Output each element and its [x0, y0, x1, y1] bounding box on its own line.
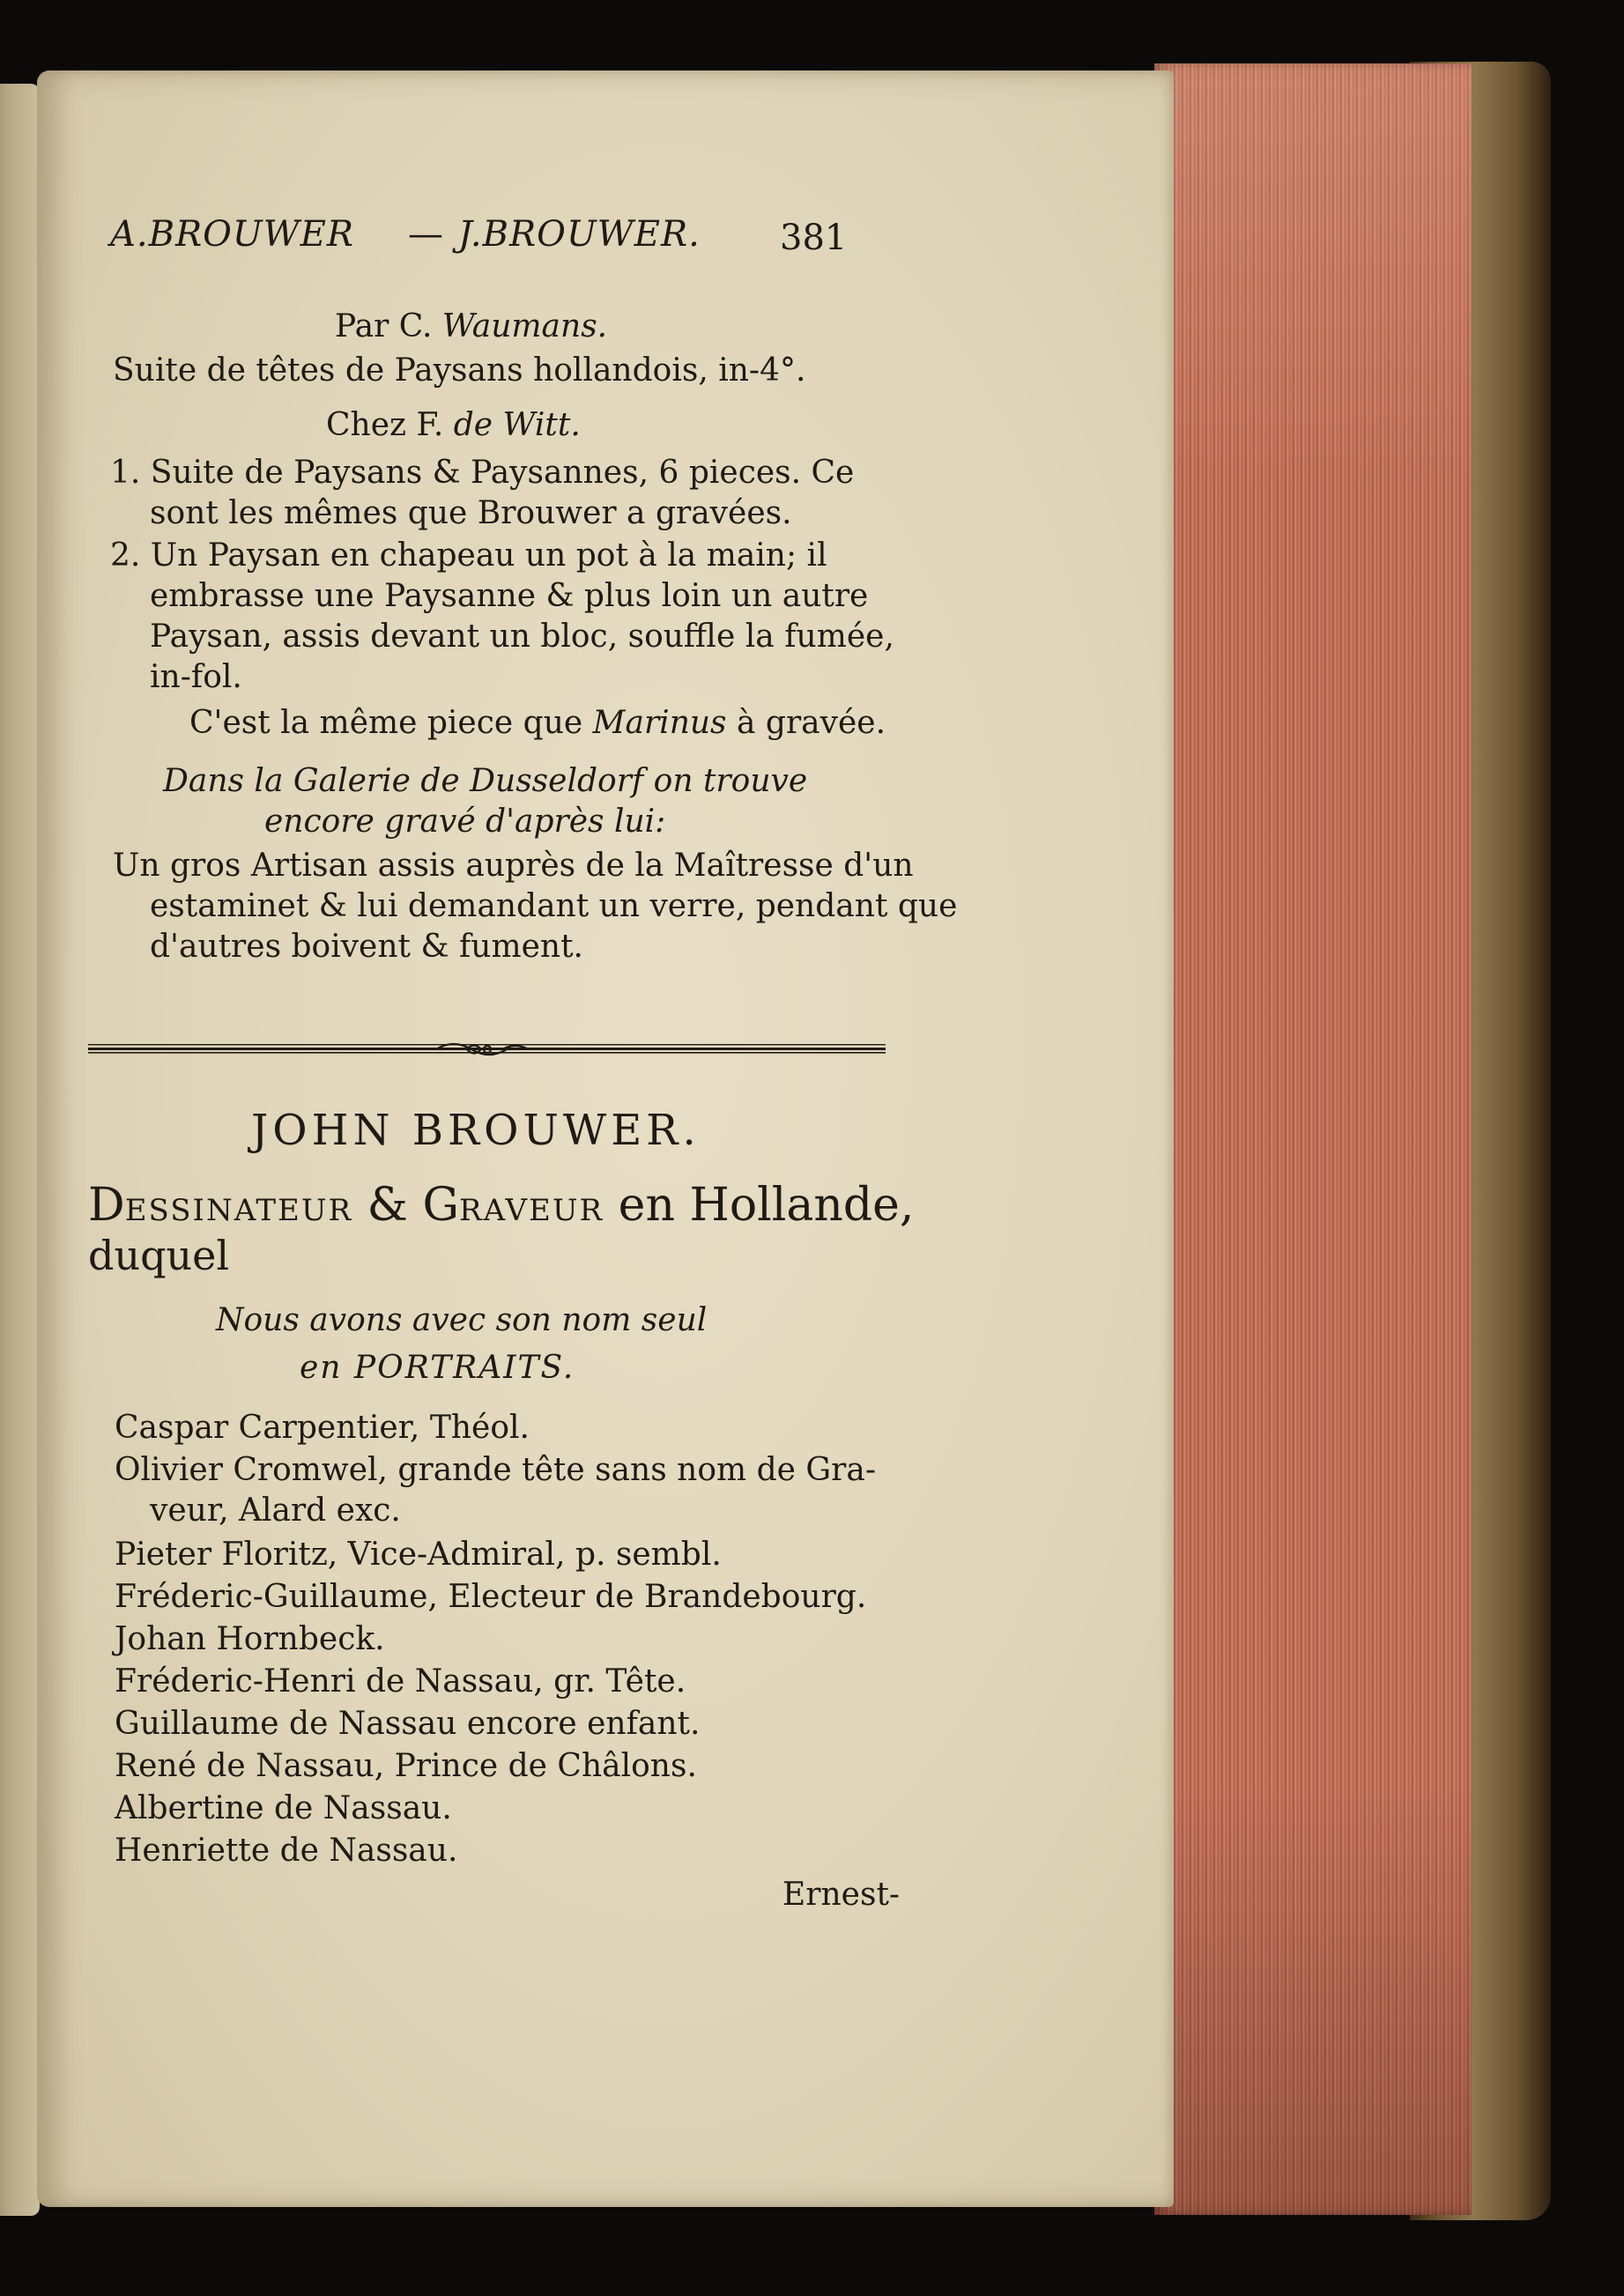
subhead-amp: &	[367, 1179, 408, 1232]
subhead-line2: duquel	[88, 1232, 230, 1279]
portrait-item: Guillaume de Nassau encore enfant.	[115, 1706, 701, 1742]
note-line	[189, 705, 886, 741]
subhead-tail: en Hollande,	[618, 1179, 915, 1232]
chez-name: de Witt.	[453, 407, 581, 443]
item1-line2: sont les mêmes que Brouwer a gravées.	[150, 495, 792, 531]
portrait-item: Fréderic-Henri de Nassau, gr. Tête.	[115, 1663, 686, 1700]
gallery-line2: encore gravé d'après lui:	[264, 804, 666, 840]
intro-line1: Nous avons avec son nom seul	[216, 1302, 708, 1338]
item2-line4: in-fol.	[150, 659, 242, 695]
portrait-item: Henriette de Nassau.	[115, 1833, 458, 1869]
subhead-cap-d: D	[88, 1179, 125, 1232]
portrait-item: René de Nassau, Prince de Châlons.	[115, 1748, 697, 1784]
page-block-edges	[1154, 63, 1472, 2215]
gallery-line1: Dans la Galerie de Dusseldorf on trouve	[163, 763, 808, 799]
item2-line1: 2. Un Paysan en chapeau un pot à la main; il	[110, 537, 827, 574]
par-prefix: Par C.	[335, 308, 433, 344]
portrait-item: Pieter Floritz, Vice-Admiral, p. sembl.	[115, 1537, 722, 1573]
portrait-item: Johan Hornbeck.	[115, 1621, 385, 1657]
running-head-left: A.BROUWER	[110, 214, 355, 255]
artisan-line1: Un gros Artisan assis auprès de la Maîtresse d'un	[113, 848, 914, 884]
item2-line2: embrasse une Paysanne & plus loin un autre	[150, 578, 869, 614]
running-head-right: J.BROUWER.	[458, 214, 701, 255]
par-line	[335, 308, 607, 344]
subhead-dessinateur: ESSINATEUR	[124, 1193, 353, 1228]
subhead-cap-g: G	[422, 1179, 460, 1232]
portrait-item: Fréderic-Guillaume, Electeur de Brandebourg.	[115, 1579, 867, 1615]
running-head	[110, 214, 903, 267]
note-prefix: C'est la même piece que	[189, 705, 583, 741]
artisan-line2: estaminet & lui demandant un verre, pendant que	[150, 888, 958, 924]
note-name: Marinus	[592, 705, 727, 741]
suite-line: Suite de têtes de Paysans hollandois, in-4°.	[113, 352, 806, 389]
intro-line2: en PORTRAITS.	[300, 1350, 575, 1386]
chez-prefix: Chez F.	[326, 407, 444, 443]
subhead-graveur: RAVEUR	[459, 1193, 604, 1228]
subhead-line1	[88, 1179, 914, 1232]
item2-line3: Paysan, assis devant un bloc, souffle la fumée,	[150, 618, 894, 655]
left-page-remnant	[0, 84, 40, 2216]
ornamental-rule	[88, 1040, 886, 1059]
portrait-item: Caspar Carpentier, Théol.	[115, 1410, 530, 1446]
portrait-item: veur, Alard exc.	[150, 1492, 401, 1529]
item1-line1: 1. Suite de Paysans & Paysannes, 6 pieces. Ce	[110, 455, 855, 491]
par-name: Waumans.	[441, 308, 608, 344]
chez-line	[326, 407, 581, 443]
note-suffix: à gravée.	[737, 705, 886, 741]
portrait-item: Olivier Cromwel, grande tête sans nom de Gra-	[115, 1452, 876, 1488]
artisan-line3: d'autres boivent & fument.	[150, 929, 583, 965]
catchword: Ernest-	[782, 1877, 901, 1913]
page-number: 381	[780, 218, 848, 258]
section-heading: JOHN BROUWER.	[251, 1106, 701, 1155]
portrait-item: Albertine de Nassau.	[115, 1790, 452, 1826]
running-head-dash: —	[408, 214, 443, 255]
